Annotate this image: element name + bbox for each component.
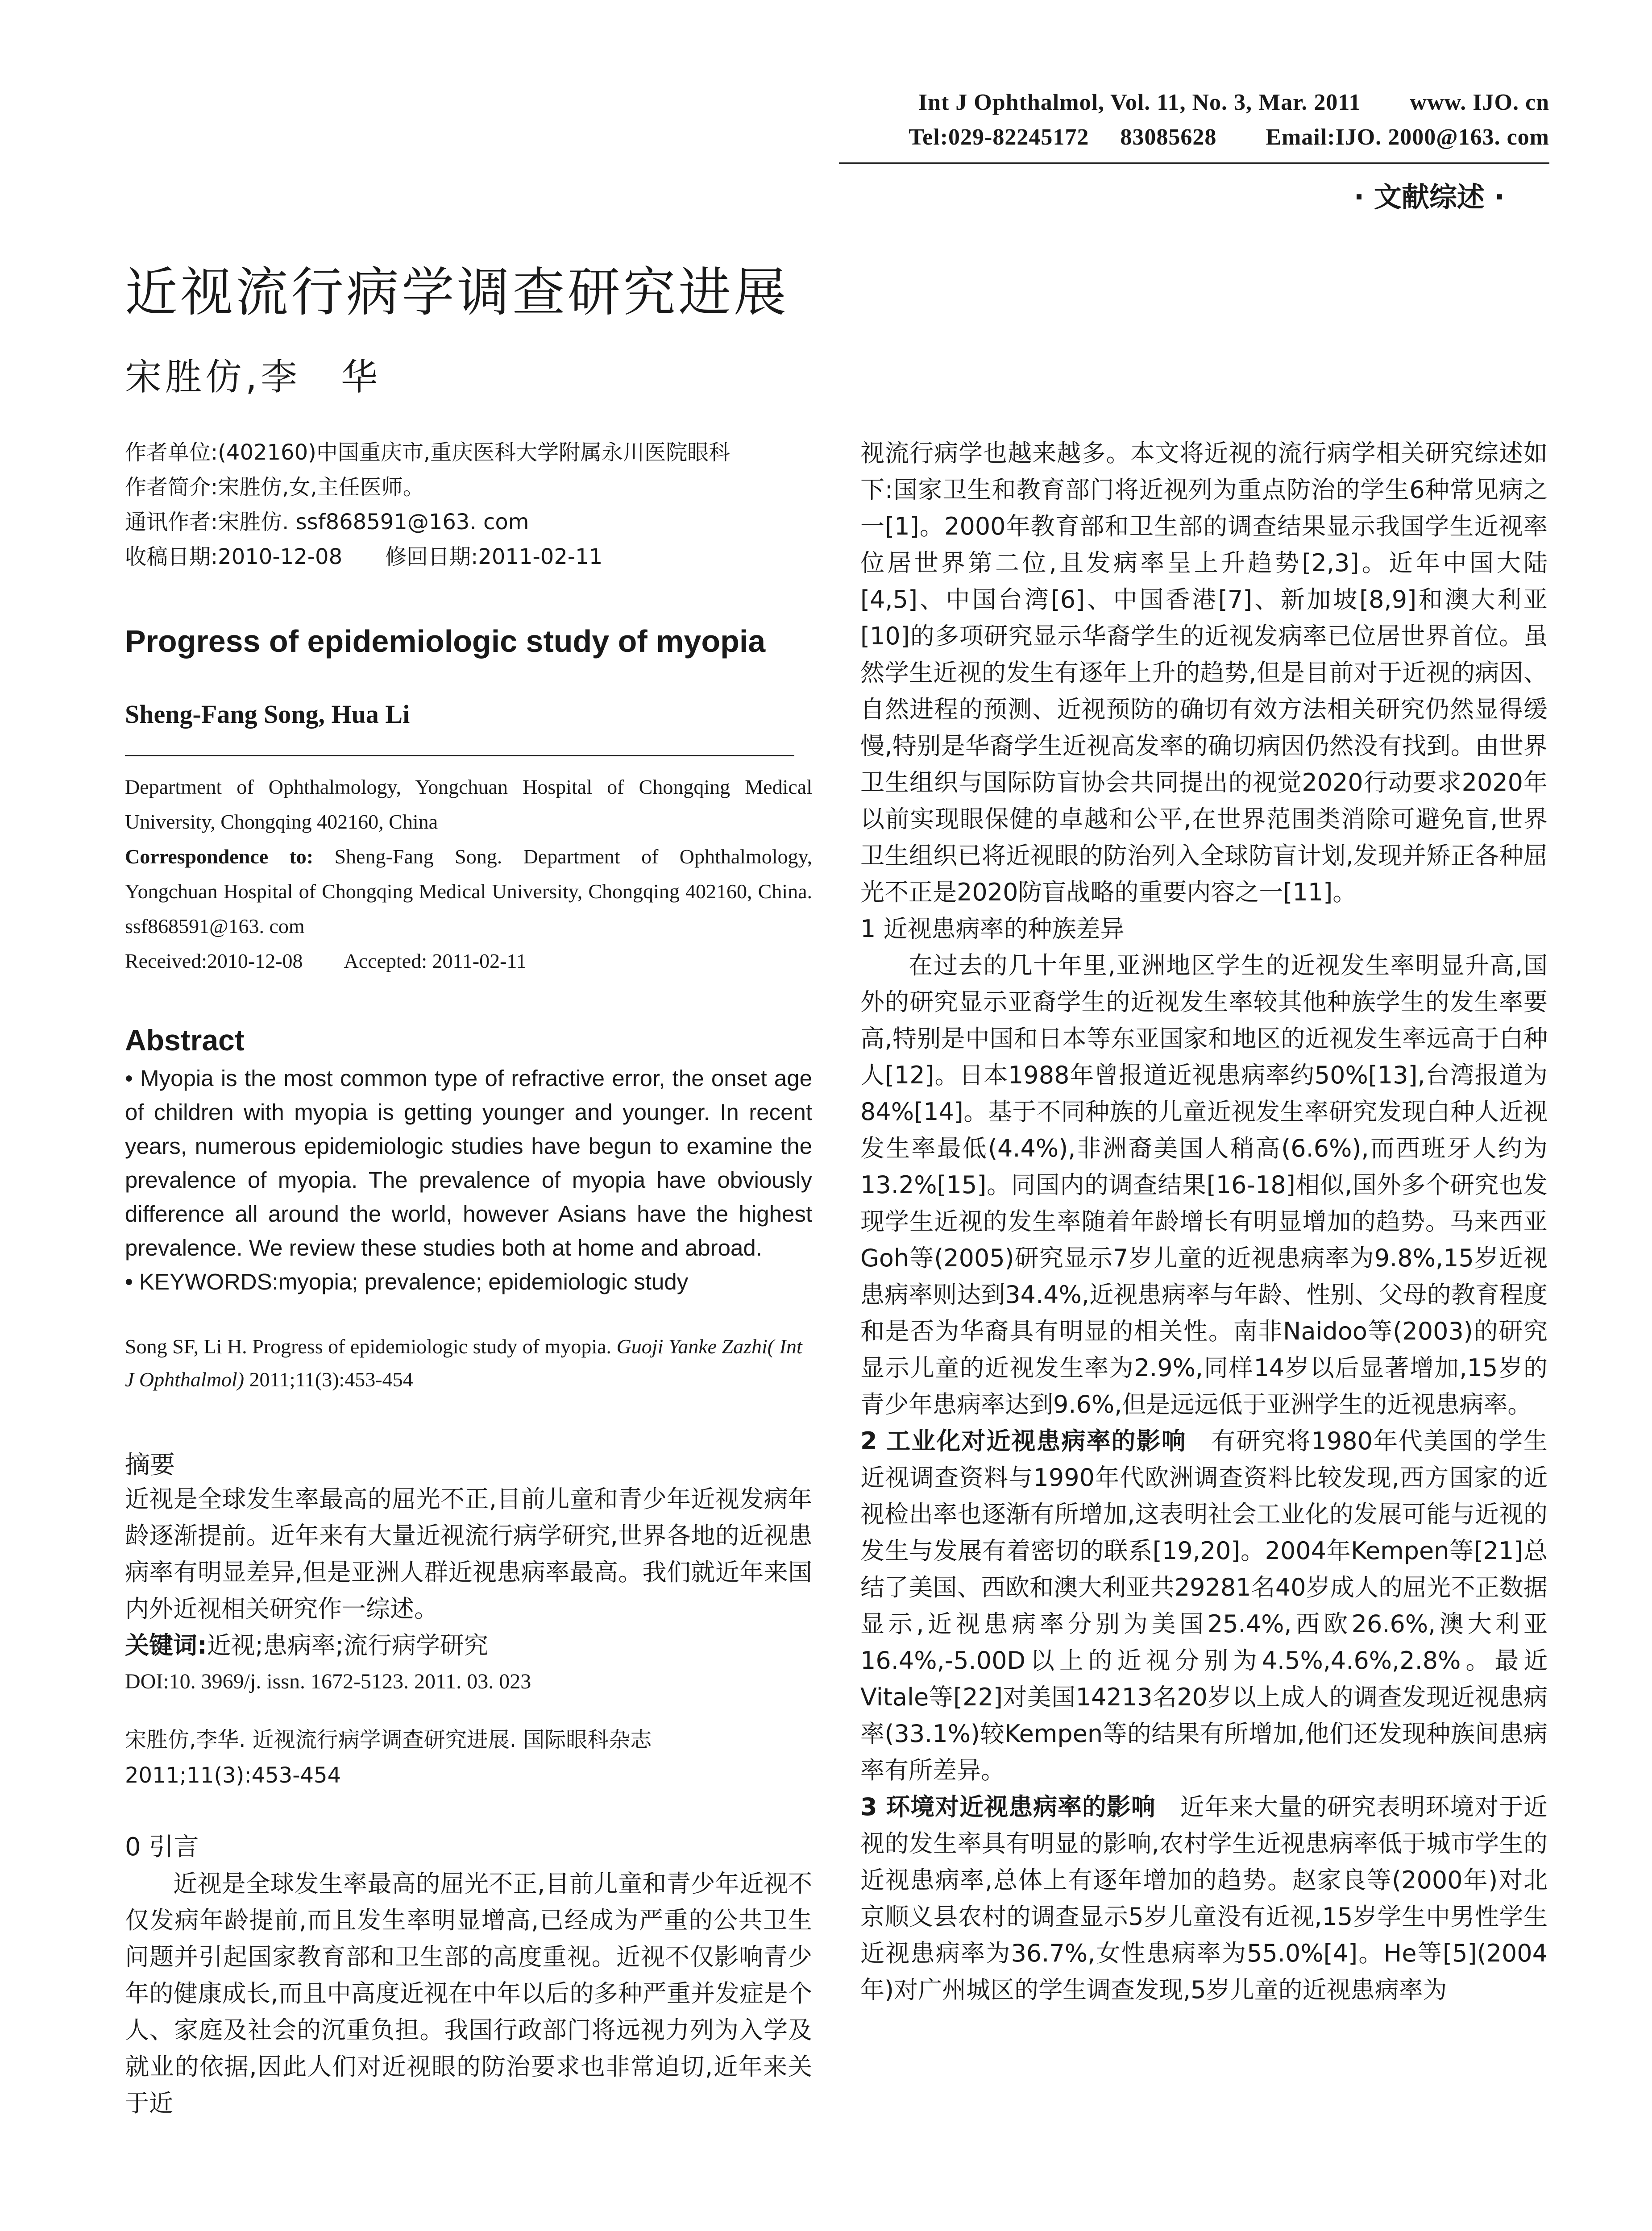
citation-plain: Song SF, Li H. Progress of epidemiologic study of myopia.	[125, 1335, 617, 1358]
intro-paragraph-cont: 视流行病学也越来越多。本文将近视的流行病学相关研究综述如下:国家卫生和教育部门将近视列为重点防治的学生6种常见病之一[1]。2000年教育部和卫生部的调查结果显示我国学生近视率位居世界第二位,且发病率呈上升趋势[2,3]。近年中国大陆[4,5]、中国台湾[6]、中国香港[7]、新加坡[8,9]和澳大利亚[10]的多项研究显示华裔学生的近视发病率已位居世界首位。虽然学生近视的发生有逐年上升的趋势,但是目前对于近视的病因、自然进程的预测、近视预防的确切有效方法相关研究仍然显得缓慢,特别是华裔学生近视高发率的确切病因仍然没有找到。由世界卫生组织与国际防盲协会共同提出的视觉2020行动要求2020年以前实现眼保健的卓越和公平,在世界范围类消除可避免盲,世界卫生组织已将近视眼的防治列入全球防盲计划,发现并矫正各种屈光不正是2020防盲战略的重要内容之一[11]。	[860, 439, 1548, 906]
intro-continued	[860, 435, 1548, 911]
section1-body	[860, 947, 1548, 1423]
english-correspondence	[125, 839, 812, 944]
english-citation	[125, 1330, 812, 1396]
intro-heading: 0 引言	[125, 1833, 199, 1862]
right-column	[860, 435, 1548, 2008]
article-authors: 宋胜仿,李 华	[125, 356, 382, 398]
section2-heading: 2 工业化对近视患病率的影响	[860, 1427, 1187, 1455]
english-authors-rule	[125, 755, 794, 756]
journal-citation: Int J Ophthalmol, Vol. 11, No. 3, Mar. 2011	[918, 90, 1361, 115]
received-dates: 收稿日期:2010-12-08 修回日期:2011-02-11	[125, 544, 603, 569]
english-received: Received:2010-12-08 Accepted: 2011-02-11	[125, 950, 527, 972]
english-affiliation-block	[125, 770, 812, 979]
journal-tel2: 83085628	[1120, 124, 1217, 150]
english-affiliation: Department of Ophthalmology, Yongchuan Hospital of Chongqing Medical University, Chongqing 402160, China	[125, 775, 812, 833]
citation-tail: 2011;11(3):453-454	[244, 1368, 413, 1391]
section3-heading: 3 环境对近视患病率的影响	[860, 1793, 1156, 1821]
author-info	[125, 435, 812, 574]
chinese-keywords-label: 关键词:	[125, 1631, 207, 1659]
english-authors: Sheng-Fang Song, Hua Li	[125, 700, 410, 729]
section1-heading: 1 近视患病率的种族差异	[860, 915, 1125, 943]
english-title: Progress of epidemiologic study of myopia	[125, 624, 766, 659]
author-bio: 作者简介:宋胜仿,女,主任医师。	[125, 475, 424, 500]
journal-header-line2	[909, 124, 1549, 150]
abstract-heading: Abstract	[125, 1024, 245, 1057]
author-affiliation: 作者单位:(402160)中国重庆市,重庆医科大学附属永川医院眼科	[125, 440, 731, 465]
citation-journal: Guoji Yanke Zazhi( Int J Ophthalmol)	[125, 1335, 802, 1391]
chinese-abstract-heading: 摘要	[125, 1451, 175, 1480]
journal-header-line1	[918, 89, 1549, 116]
section-tag: · 文献综述 ·	[1353, 181, 1505, 213]
chinese-citation: 宋胜仿,李华. 近视流行病学调查研究进展. 国际眼科杂志 2011;11(3):453-454	[125, 1727, 652, 1788]
intro-paragraph: 近视是全球发生率最高的屈光不正,目前儿童和青少年近视不仅发病年龄提前,而且发生率明显增高,已经成为严重的公共卫生问题并引起国家教育部和卫生部的高度重视。近视不仅影响青少年的健康成长,而且中高度近视在中年以后的多种严重并发症是个人、家庭及社会的沉重负担。我国行政部门将远视力列为入学及就业的依据,因此人们对近视眼的防治要求也非常迫切,近年来关于近	[125, 1870, 812, 2117]
abstract-text: • Myopia is the most common type of refractive error, the onset age of children with myopia is getting younger and younger. In recent years, numerous epidemiologic studies have begun to examine the prevalence of myopia. The prevalence of myopia have obviously difference all around the world, however Asians have the highest prevalence. We review these studies both at home and abroad.	[125, 1066, 812, 1261]
journal-email: Email:IJO. 2000@163. com	[1266, 124, 1549, 150]
header-rule	[839, 162, 1549, 164]
section3-body: 近年来大量的研究表明环境对于近视的发生率具有明显的影响,农村学生近视患病率低于城市学生的近视患病率,总体上有逐年增加的趋势。赵家良等(2000年)对北京顺义县农村的调查显示5岁儿童没有近视,15岁学生中男性学生近视患病率为36.7%,女性患病率为55.0%[4]。He等[5](2004年)对广州城区的学生调查发现,5岁儿童的近视患病率为	[860, 1793, 1548, 2004]
left-column	[125, 435, 812, 2122]
section1-paragraph: 在过去的几十年里,亚洲地区学生的近视发生率明显升高,国外的研究显示亚裔学生的近视发生率较其他种族学生的发生率要高,特别是中国和日本等东亚国家和地区的近视发生率远高于白种人[12]。日本1988年曾报道近视患病率约50%[13],台湾报道为84%[14]。基于不同种族的儿童近视发生率研究发现白种人近视发生率最低(4.4%),非洲裔美国人稍高(6.6%),而西班牙人约为13.2%[15]。同国内的调查结果[16-18]相似,国外多个研究也发现学生近视的发生率随着年龄增长有明显增加的趋势。马来西亚Goh等(2005)研究显示7岁儿童的近视患病率为9.8%,15岁近视患病率则达到34.4%,近视患病率与年龄、性别、父母的教育程度和是否为华裔具有明显的相关性。南非Naidoo等(2003)的研究显示儿童的近视发生率为2.9%,同样14岁以后显著增加,15岁的青少年患病率达到9.6%,但是远远低于亚洲学生的近视患病率。	[860, 951, 1548, 1418]
journal-tel: Tel:029-82245172	[909, 124, 1089, 150]
section3-block	[860, 1789, 1548, 2008]
intro-body	[125, 1866, 812, 2122]
abstract-keywords: • KEYWORDS:myopia; prevalence; epidemiologic study	[125, 1269, 689, 1294]
chinese-abstract-body	[125, 1481, 812, 1627]
chinese-keywords	[125, 1627, 812, 1664]
section2-block	[860, 1423, 1548, 1789]
correspondence-label: Correspondence to:	[125, 845, 314, 868]
article-title: 近视流行病学调查研究进展	[125, 261, 789, 323]
chinese-abstract-text: 近视是全球发生率最高的屈光不正,目前儿童和青少年近视发病年龄逐渐提前。近年来有大量近视流行病学研究,世界各地的近视患病率有明显差异,但是亚洲人群近视患病率最高。我们就近年来国内外近视相关研究作一综述。	[125, 1485, 812, 1623]
section2-body: 有研究将1980年代美国的学生近视调查资料与1990年代欧洲调查资料比较发现,西方国家的近视检出率也逐渐有所增加,这表明社会工业化的发展可能与近视的发生与发展有着密切的联系[19,20]。2004年Kempen等[21]总结了美国、西欧和澳大利亚共29281名40岁成人的屈光不正数据显示,近视患病率分别为美国25.4%,西欧26.6%,澳大利亚16.4%,-5.00D以上的近视分别为4.5%,4.6%,2.8%。最近Vitale等[22]对美国14213名20岁以上成人的调查发现近视患病率(33.1%)较Kempen等的结果有所增加,他们还发现种族间患病率有所差异。	[860, 1427, 1548, 1784]
doi: DOI:10. 3969/j. issn. 1672-5123. 2011. 03. 023	[125, 1670, 531, 1693]
chinese-keywords-text: 近视;患病率;流行病学研究	[207, 1631, 488, 1659]
journal-website: www. IJO. cn	[1410, 90, 1549, 115]
corresponding-author: 通讯作者:宋胜仿. ssf868591@163. com	[125, 510, 529, 535]
correspondence-text: Sheng-Fang Song. Department of Ophthalmology, Yongchuan Hospital of Chongqing Medical University, Chongqing 402160, China. ssf868591@163. com	[125, 845, 813, 937]
